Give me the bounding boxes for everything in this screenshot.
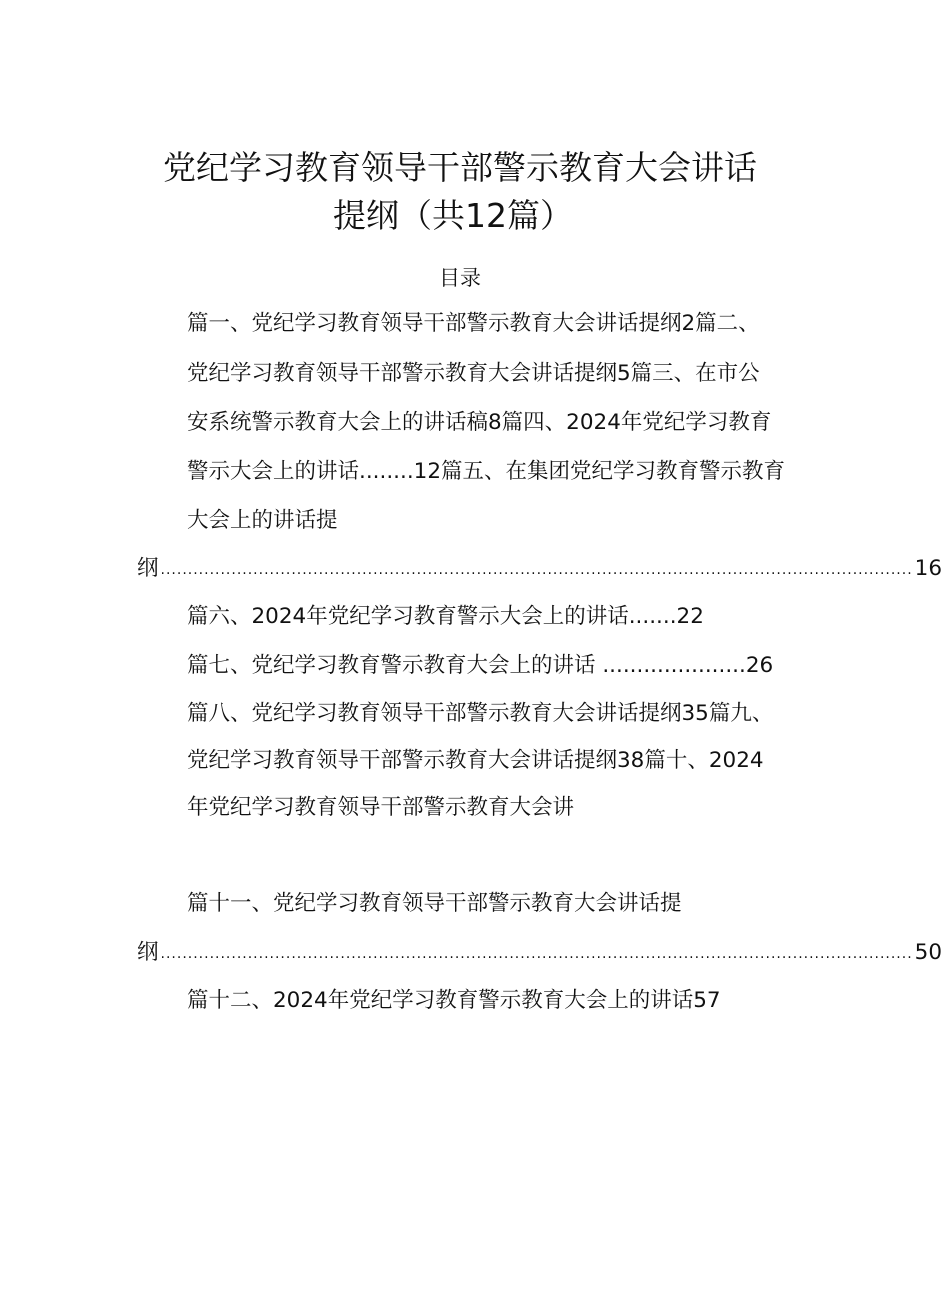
toc-line: 篇八、党纪学习教育领导干部警示教育大会讲话提纲35篇九、	[187, 701, 774, 726]
toc-entry-5-tail-text: 纲	[137, 556, 159, 581]
toc-heading: 目录	[439, 266, 481, 290]
toc-page-number: 16	[914, 556, 942, 581]
toc-entry-7: 篇七、党纪学习教育警示教育大会上的讲话 .....................26	[187, 653, 774, 678]
toc-line: 篇一、党纪学习教育领导干部警示教育大会讲话提纲2篇二、	[187, 311, 760, 336]
toc-entry-11-tail-text: 纲	[137, 940, 159, 965]
toc-entry-5-leader	[137, 556, 942, 581]
toc-entry-12: 篇十二、2024年党纪学习教育警示教育大会上的讲话57	[187, 988, 721, 1013]
toc-entry-11: 篇十一、党纪学习教育领导干部警示教育大会讲话提	[187, 891, 682, 916]
toc-dot-leader: ..........................................................................................................................................	[160, 561, 913, 578]
toc-entry-11-leader	[137, 940, 942, 965]
toc-line: 大会上的讲话提	[187, 508, 338, 533]
document-title-line-2: 提纲（共12篇）	[333, 196, 573, 235]
toc-line: 党纪学习教育领导干部警示教育大会讲话提纲38篇十、2024	[187, 748, 764, 773]
toc-line: 安系统警示教育大会上的讲话稿8篇四、2024年党纪学习教育	[187, 410, 772, 435]
document-title-line-1: 党纪学习教育领导干部警示教育大会讲话	[163, 148, 757, 187]
toc-line: 警示大会上的讲话........12篇五、在集团党纪学习教育警示教育	[187, 459, 786, 484]
toc-page-number: 50	[914, 940, 942, 965]
toc-line: 年党纪学习教育领导干部警示教育大会讲	[187, 795, 575, 820]
toc-dot-leader: ..........................................................................................................................................	[160, 945, 913, 962]
toc-line: 党纪学习教育领导干部警示教育大会讲话提纲5篇三、在市公	[187, 361, 760, 386]
toc-entry-6: 篇六、2024年党纪学习教育警示大会上的讲话.......22	[187, 604, 704, 629]
